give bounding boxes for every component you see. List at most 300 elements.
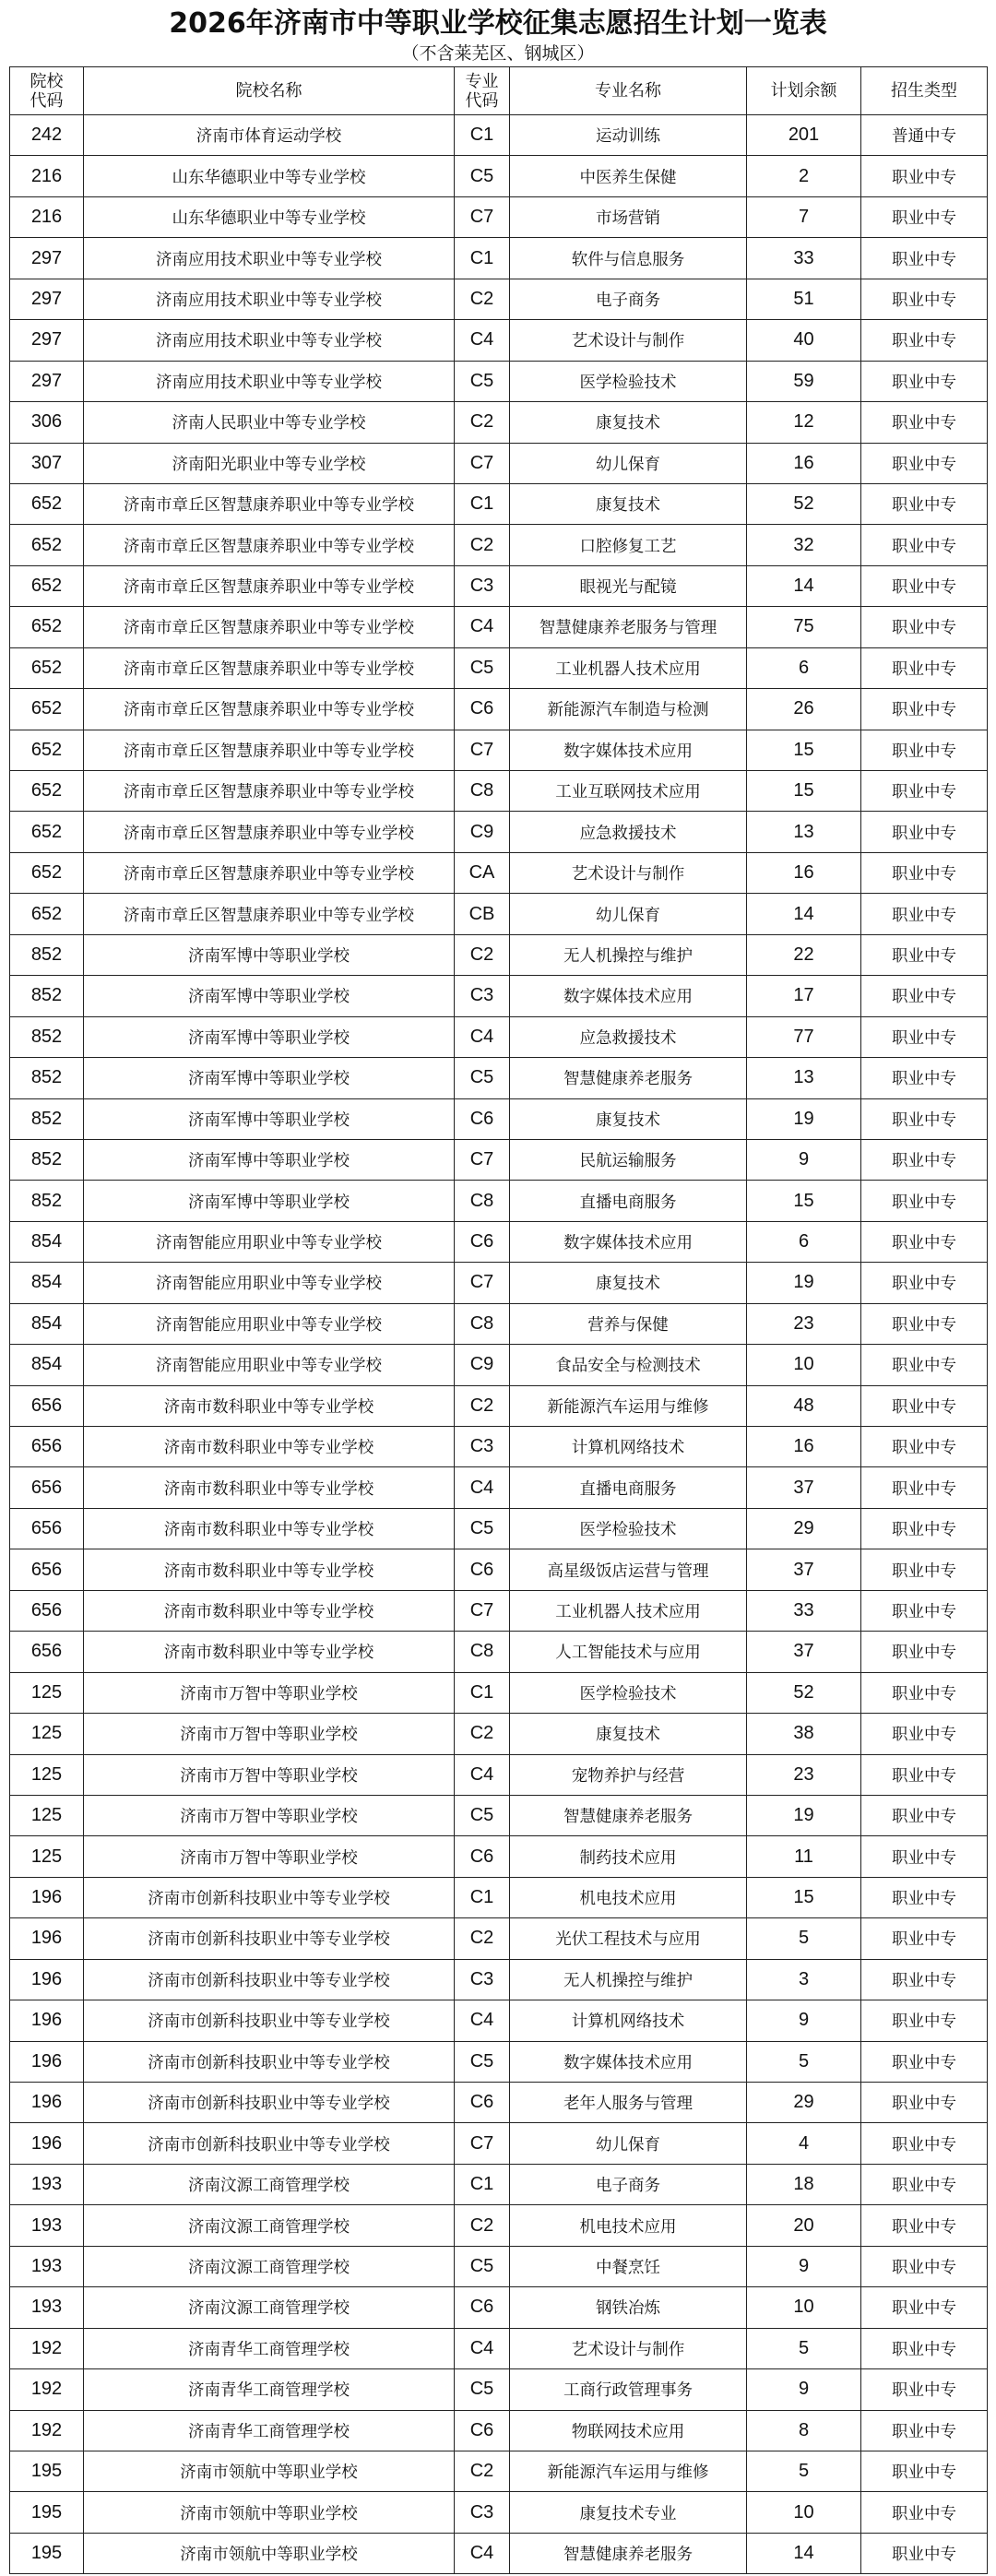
- school-name-cell: 济南市章丘区智慧康养职业中等专业学校: [84, 647, 455, 688]
- major-name-cell: 应急救援技术: [510, 812, 747, 852]
- type-cell: 职业中专: [861, 1427, 988, 1467]
- school-code-cell: 193: [10, 2246, 84, 2286]
- major-name-cell: 营养与保健: [510, 1303, 747, 1344]
- remaining-cell: 9: [747, 2246, 861, 2286]
- school-code-cell: 652: [10, 607, 84, 647]
- major-code-cell: C9: [455, 812, 510, 852]
- school-name-cell: 济南汶源工商管理学校: [84, 2164, 455, 2204]
- table-row: [10, 607, 988, 647]
- major-code-cell: C5: [455, 2041, 510, 2082]
- type-cell: 职业中专: [861, 2246, 988, 2286]
- school-code-cell: 196: [10, 1877, 84, 1917]
- major-code-cell: C1: [455, 483, 510, 524]
- school-code-cell: 216: [10, 196, 84, 237]
- major-code-cell: C7: [455, 730, 510, 770]
- major-code-cell: C5: [455, 361, 510, 401]
- major-name-cell: 幼儿保育: [510, 2123, 747, 2164]
- major-code-cell: C4: [455, 1016, 510, 1057]
- table-header-row: [10, 67, 988, 115]
- remaining-cell: 16: [747, 852, 861, 893]
- school-code-cell: 193: [10, 2164, 84, 2204]
- major-name-cell: 康复技术: [510, 1714, 747, 1754]
- school-code-cell: 852: [10, 1098, 84, 1139]
- remaining-cell: 10: [747, 2287, 861, 2328]
- remaining-cell: 14: [747, 894, 861, 934]
- table-row: [10, 730, 988, 770]
- major-name-cell: 数字媒体技术应用: [510, 1221, 747, 1262]
- type-cell: 普通中专: [861, 115, 988, 156]
- school-code-cell: 195: [10, 2533, 84, 2573]
- remaining-cell: 15: [747, 771, 861, 812]
- type-cell: 职业中专: [861, 1098, 988, 1139]
- type-cell: 职业中专: [861, 320, 988, 361]
- major-code-cell: C1: [455, 1672, 510, 1713]
- remaining-cell: 10: [747, 2492, 861, 2533]
- remaining-cell: 15: [747, 1181, 861, 1221]
- school-code-cell: 656: [10, 1385, 84, 1426]
- major-name-cell: 幼儿保育: [510, 894, 747, 934]
- school-name-cell: 济南市章丘区智慧康养职业中等专业学校: [84, 852, 455, 893]
- school-code-cell: 656: [10, 1590, 84, 1631]
- type-cell: 职业中专: [861, 1385, 988, 1426]
- major-name-cell: 人工智能技术与应用: [510, 1632, 747, 1672]
- remaining-cell: 15: [747, 1877, 861, 1917]
- major-code-cell: C9: [455, 1345, 510, 1385]
- type-cell: 职业中专: [861, 2410, 988, 2451]
- school-code-cell: 242: [10, 115, 84, 156]
- type-cell: 职业中专: [861, 1181, 988, 1221]
- school-code-cell: 652: [10, 771, 84, 812]
- type-cell: 职业中专: [861, 1877, 988, 1917]
- type-cell: 职业中专: [861, 1508, 988, 1549]
- school-name-cell: 济南军博中等职业学校: [84, 1098, 455, 1139]
- major-name-cell: 物联网技术应用: [510, 2410, 747, 2451]
- school-code-cell: 652: [10, 689, 84, 730]
- table-row: [10, 1058, 988, 1098]
- table-row: [10, 2369, 988, 2410]
- type-cell: 职业中专: [861, 894, 988, 934]
- remaining-cell: 18: [747, 2164, 861, 2204]
- remaining-cell: 9: [747, 2369, 861, 2410]
- major-name-cell: 中餐烹饪: [510, 2246, 747, 2286]
- type-cell: 职业中专: [861, 1795, 988, 1835]
- type-cell: 职业中专: [861, 934, 988, 975]
- school-name-cell: 济南市领航中等职业学校: [84, 2492, 455, 2533]
- school-name-cell: 济南青华工商管理学校: [84, 2369, 455, 2410]
- table-row: [10, 1877, 988, 1917]
- table-row: [10, 852, 988, 893]
- major-name-cell: 康复技术: [510, 402, 747, 443]
- type-cell: 职业中专: [861, 1345, 988, 1385]
- major-code-cell: C6: [455, 2410, 510, 2451]
- header-major-name: 专业名称: [510, 67, 747, 115]
- major-name-cell: 工业机器人技术应用: [510, 647, 747, 688]
- major-code-cell: C7: [455, 1139, 510, 1180]
- remaining-cell: 29: [747, 2083, 861, 2123]
- table-row: [10, 2287, 988, 2328]
- major-code-cell: C5: [455, 2246, 510, 2286]
- major-name-cell: 医学检验技术: [510, 361, 747, 401]
- type-cell: 职业中专: [861, 1918, 988, 1959]
- type-cell: 职业中专: [861, 2000, 988, 2041]
- major-name-cell: 智慧健康养老服务: [510, 1058, 747, 1098]
- table-row: [10, 894, 988, 934]
- major-name-cell: 新能源汽车运用与维修: [510, 2451, 747, 2491]
- major-name-cell: 机电技术应用: [510, 1877, 747, 1917]
- remaining-cell: 23: [747, 1303, 861, 1344]
- major-code-cell: C2: [455, 2451, 510, 2491]
- school-name-cell: 济南市领航中等职业学校: [84, 2451, 455, 2491]
- school-code-cell: 196: [10, 2123, 84, 2164]
- table-body: [10, 115, 988, 2574]
- school-code-cell: 195: [10, 2492, 84, 2533]
- table-row: [10, 1959, 988, 2000]
- school-name-cell: 济南应用技术职业中等专业学校: [84, 361, 455, 401]
- school-name-cell: 济南市章丘区智慧康养职业中等专业学校: [84, 689, 455, 730]
- remaining-cell: 5: [747, 2041, 861, 2082]
- school-name-cell: 济南智能应用职业中等专业学校: [84, 1345, 455, 1385]
- type-cell: 职业中专: [861, 1754, 988, 1795]
- table-row: [10, 1345, 988, 1385]
- major-name-cell: 幼儿保育: [510, 443, 747, 483]
- major-code-cell: C5: [455, 647, 510, 688]
- table-row: [10, 647, 988, 688]
- type-cell: 职业中专: [861, 771, 988, 812]
- major-code-cell: C4: [455, 607, 510, 647]
- table-row: [10, 1221, 988, 1262]
- major-code-cell: C8: [455, 771, 510, 812]
- school-code-cell: 852: [10, 1058, 84, 1098]
- major-code-cell: C3: [455, 1427, 510, 1467]
- type-cell: 职业中专: [861, 2451, 988, 2491]
- major-name-cell: 工业互联网技术应用: [510, 771, 747, 812]
- major-name-cell: 机电技术应用: [510, 2205, 747, 2246]
- remaining-cell: 59: [747, 361, 861, 401]
- major-code-cell: C3: [455, 976, 510, 1016]
- remaining-cell: 40: [747, 320, 861, 361]
- major-name-cell: 高星级饭店运营与管理: [510, 1549, 747, 1590]
- major-name-cell: 艺术设计与制作: [510, 320, 747, 361]
- remaining-cell: 38: [747, 1714, 861, 1754]
- table-row: [10, 1016, 988, 1057]
- major-code-cell: C2: [455, 279, 510, 319]
- school-code-cell: 216: [10, 156, 84, 196]
- remaining-cell: 19: [747, 1098, 861, 1139]
- type-cell: 职业中专: [861, 812, 988, 852]
- school-name-cell: 济南军博中等职业学校: [84, 976, 455, 1016]
- type-cell: 职业中专: [861, 2492, 988, 2533]
- school-code-cell: 656: [10, 1508, 84, 1549]
- school-code-cell: 854: [10, 1263, 84, 1303]
- type-cell: 职业中专: [861, 1303, 988, 1344]
- major-name-cell: 眼视光与配镜: [510, 565, 747, 606]
- major-code-cell: C5: [455, 2369, 510, 2410]
- remaining-cell: 22: [747, 934, 861, 975]
- school-name-cell: 济南汶源工商管理学校: [84, 2287, 455, 2328]
- major-name-cell: 直播电商服务: [510, 1181, 747, 1221]
- major-name-cell: 智慧健康养老服务: [510, 2533, 747, 2573]
- major-name-cell: 软件与信息服务: [510, 238, 747, 279]
- type-cell: 职业中专: [861, 2123, 988, 2164]
- major-code-cell: C2: [455, 1918, 510, 1959]
- remaining-cell: 16: [747, 1427, 861, 1467]
- remaining-cell: 32: [747, 525, 861, 565]
- page-subtitle: （不含莱芜区、钢城区）: [401, 43, 595, 64]
- major-code-cell: C4: [455, 2328, 510, 2368]
- remaining-cell: 9: [747, 1139, 861, 1180]
- remaining-cell: 12: [747, 402, 861, 443]
- type-cell: 职业中专: [861, 1672, 988, 1713]
- major-code-cell: C6: [455, 1221, 510, 1262]
- major-code-cell: C6: [455, 2083, 510, 2123]
- school-name-cell: 济南市数科职业中等专业学校: [84, 1632, 455, 1672]
- remaining-cell: 5: [747, 2328, 861, 2368]
- major-name-cell: 工商行政管理事务: [510, 2369, 747, 2410]
- type-cell: 职业中专: [861, 565, 988, 606]
- remaining-cell: 7: [747, 196, 861, 237]
- type-cell: 职业中专: [861, 852, 988, 893]
- school-code-cell: 854: [10, 1345, 84, 1385]
- major-name-cell: 老年人服务与管理: [510, 2083, 747, 2123]
- remaining-cell: 37: [747, 1467, 861, 1508]
- school-name-cell: 济南军博中等职业学校: [84, 934, 455, 975]
- major-code-cell: C8: [455, 1303, 510, 1344]
- school-name-cell: 济南汶源工商管理学校: [84, 2246, 455, 2286]
- school-code-cell: 196: [10, 1918, 84, 1959]
- table-row: [10, 1632, 988, 1672]
- school-code-cell: 192: [10, 2369, 84, 2410]
- school-code-cell: 195: [10, 2451, 84, 2491]
- school-name-cell: 济南市数科职业中等专业学校: [84, 1467, 455, 1508]
- major-code-cell: C3: [455, 565, 510, 606]
- table-row: [10, 196, 988, 237]
- major-code-cell: C6: [455, 1836, 510, 1877]
- type-cell: 职业中专: [861, 689, 988, 730]
- school-name-cell: 济南智能应用职业中等专业学校: [84, 1263, 455, 1303]
- remaining-cell: 8: [747, 2410, 861, 2451]
- remaining-cell: 29: [747, 1508, 861, 1549]
- table-row: [10, 156, 988, 196]
- remaining-cell: 13: [747, 812, 861, 852]
- remaining-cell: 75: [747, 607, 861, 647]
- major-code-cell: C4: [455, 1754, 510, 1795]
- type-cell: 职业中专: [861, 647, 988, 688]
- school-name-cell: 济南军博中等职业学校: [84, 1139, 455, 1180]
- major-name-cell: 康复技术专业: [510, 2492, 747, 2533]
- school-name-cell: 济南市万智中等职业学校: [84, 1672, 455, 1713]
- school-name-cell: 济南市数科职业中等专业学校: [84, 1590, 455, 1631]
- major-code-cell: C1: [455, 2164, 510, 2204]
- type-cell: 职业中专: [861, 2287, 988, 2328]
- school-code-cell: 125: [10, 1754, 84, 1795]
- table-row: [10, 2410, 988, 2451]
- major-name-cell: 电子商务: [510, 2164, 747, 2204]
- table-row: [10, 812, 988, 852]
- table-row: [10, 2041, 988, 2082]
- school-name-cell: 济南市章丘区智慧康养职业中等专业学校: [84, 483, 455, 524]
- table-row: [10, 689, 988, 730]
- remaining-cell: 6: [747, 647, 861, 688]
- major-name-cell: 智慧健康养老服务与管理: [510, 607, 747, 647]
- table-row: [10, 1714, 988, 1754]
- table-row: [10, 2123, 988, 2164]
- type-cell: 职业中专: [861, 156, 988, 196]
- major-name-cell: 计算机网络技术: [510, 2000, 747, 2041]
- school-name-cell: 济南青华工商管理学校: [84, 2328, 455, 2368]
- major-code-cell: C8: [455, 1632, 510, 1672]
- school-code-cell: 656: [10, 1632, 84, 1672]
- remaining-cell: 26: [747, 689, 861, 730]
- major-code-cell: C2: [455, 525, 510, 565]
- major-code-cell: C4: [455, 320, 510, 361]
- major-name-cell: 数字媒体技术应用: [510, 2041, 747, 2082]
- major-name-cell: 医学检验技术: [510, 1508, 747, 1549]
- remaining-cell: 14: [747, 565, 861, 606]
- major-code-cell: C4: [455, 1467, 510, 1508]
- school-name-cell: 济南市创新科技职业中等专业学校: [84, 1918, 455, 1959]
- major-code-cell: C7: [455, 196, 510, 237]
- school-name-cell: 济南市章丘区智慧康养职业中等专业学校: [84, 771, 455, 812]
- header-type: 招生类型: [861, 67, 988, 115]
- school-code-cell: 192: [10, 2410, 84, 2451]
- table-row: [10, 2083, 988, 2123]
- school-code-cell: 854: [10, 1303, 84, 1344]
- major-code-cell: C6: [455, 1549, 510, 1590]
- type-cell: 职业中专: [861, 238, 988, 279]
- major-name-cell: 智慧健康养老服务: [510, 1795, 747, 1835]
- type-cell: 职业中专: [861, 1549, 988, 1590]
- remaining-cell: 14: [747, 2533, 861, 2573]
- type-cell: 职业中专: [861, 443, 988, 483]
- table-row: [10, 1098, 988, 1139]
- school-code-cell: 852: [10, 976, 84, 1016]
- major-name-cell: 数字媒体技术应用: [510, 976, 747, 1016]
- table-row: [10, 2246, 988, 2286]
- type-cell: 职业中专: [861, 525, 988, 565]
- major-code-cell: C2: [455, 402, 510, 443]
- major-code-cell: C6: [455, 1098, 510, 1139]
- school-name-cell: 济南汶源工商管理学校: [84, 2205, 455, 2246]
- table-row: [10, 1918, 988, 1959]
- major-name-cell: 康复技术: [510, 1098, 747, 1139]
- major-name-cell: 制药技术应用: [510, 1836, 747, 1877]
- school-name-cell: 济南青华工商管理学校: [84, 2410, 455, 2451]
- type-cell: 职业中专: [861, 2369, 988, 2410]
- school-name-cell: 济南市万智中等职业学校: [84, 1714, 455, 1754]
- table-row: [10, 976, 988, 1016]
- school-name-cell: 济南市章丘区智慧康养职业中等专业学校: [84, 730, 455, 770]
- remaining-cell: 48: [747, 1385, 861, 1426]
- remaining-cell: 20: [747, 2205, 861, 2246]
- major-code-cell: C5: [455, 1508, 510, 1549]
- table-row: [10, 1263, 988, 1303]
- school-code-cell: 307: [10, 443, 84, 483]
- school-code-cell: 192: [10, 2328, 84, 2368]
- table-row: [10, 934, 988, 975]
- school-code-cell: 652: [10, 812, 84, 852]
- school-code-cell: 656: [10, 1427, 84, 1467]
- major-name-cell: 直播电商服务: [510, 1467, 747, 1508]
- major-name-cell: 民航运输服务: [510, 1139, 747, 1180]
- remaining-cell: 2: [747, 156, 861, 196]
- school-code-cell: 652: [10, 565, 84, 606]
- table-row: [10, 1508, 988, 1549]
- school-name-cell: 济南市创新科技职业中等专业学校: [84, 2083, 455, 2123]
- table-row: [10, 2164, 988, 2204]
- table-row: [10, 1795, 988, 1835]
- table-row: [10, 1427, 988, 1467]
- major-name-cell: 艺术设计与制作: [510, 2328, 747, 2368]
- major-name-cell: 食品安全与检测技术: [510, 1345, 747, 1385]
- major-code-cell: C5: [455, 156, 510, 196]
- remaining-cell: 6: [747, 1221, 861, 1262]
- school-name-cell: 济南应用技术职业中等专业学校: [84, 279, 455, 319]
- type-cell: 职业中专: [861, 1714, 988, 1754]
- header-school-name: 院校名称: [84, 67, 455, 115]
- major-code-cell: C3: [455, 1959, 510, 2000]
- major-name-cell: 工业机器人技术应用: [510, 1590, 747, 1631]
- major-name-cell: 钢铁冶炼: [510, 2287, 747, 2328]
- major-name-cell: 无人机操控与维护: [510, 934, 747, 975]
- table-row: [10, 1590, 988, 1631]
- table-row: [10, 361, 988, 401]
- table-row: [10, 1385, 988, 1426]
- table-row: [10, 279, 988, 319]
- major-name-cell: 新能源汽车制造与检测: [510, 689, 747, 730]
- major-code-cell: C7: [455, 443, 510, 483]
- remaining-cell: 5: [747, 1918, 861, 1959]
- table-row: [10, 2492, 988, 2533]
- school-name-cell: 济南市领航中等职业学校: [84, 2533, 455, 2573]
- major-code-cell: C2: [455, 934, 510, 975]
- school-name-cell: 济南市创新科技职业中等专业学校: [84, 1959, 455, 2000]
- table-row: [10, 1836, 988, 1877]
- remaining-cell: 3: [747, 1959, 861, 2000]
- major-name-cell: 中医养生保健: [510, 156, 747, 196]
- table-row: [10, 1754, 988, 1795]
- school-code-cell: 306: [10, 402, 84, 443]
- table-row: [10, 2533, 988, 2573]
- school-code-cell: 196: [10, 2000, 84, 2041]
- school-name-cell: 济南市创新科技职业中等专业学校: [84, 2041, 455, 2082]
- major-name-cell: 医学检验技术: [510, 1672, 747, 1713]
- school-code-cell: 193: [10, 2205, 84, 2246]
- major-code-cell: C2: [455, 2205, 510, 2246]
- type-cell: 职业中专: [861, 1632, 988, 1672]
- type-cell: 职业中专: [861, 1016, 988, 1057]
- table-row: [10, 1672, 988, 1713]
- table-row: [10, 1181, 988, 1221]
- school-name-cell: 济南市万智中等职业学校: [84, 1754, 455, 1795]
- table-row: [10, 115, 988, 156]
- remaining-cell: 77: [747, 1016, 861, 1057]
- table-row: [10, 565, 988, 606]
- school-name-cell: 济南市创新科技职业中等专业学校: [84, 2123, 455, 2164]
- type-cell: 职业中专: [861, 402, 988, 443]
- major-name-cell: 康复技术: [510, 1263, 747, 1303]
- school-name-cell: 济南市万智中等职业学校: [84, 1795, 455, 1835]
- major-code-cell: C1: [455, 238, 510, 279]
- school-name-cell: 济南市章丘区智慧康养职业中等专业学校: [84, 565, 455, 606]
- type-cell: 职业中专: [861, 607, 988, 647]
- major-code-cell: C4: [455, 2000, 510, 2041]
- remaining-cell: 13: [747, 1058, 861, 1098]
- school-name-cell: 济南智能应用职业中等专业学校: [84, 1303, 455, 1344]
- school-code-cell: 652: [10, 852, 84, 893]
- school-name-cell: 济南市创新科技职业中等专业学校: [84, 1877, 455, 1917]
- school-code-cell: 852: [10, 1181, 84, 1221]
- type-cell: 职业中专: [861, 1058, 988, 1098]
